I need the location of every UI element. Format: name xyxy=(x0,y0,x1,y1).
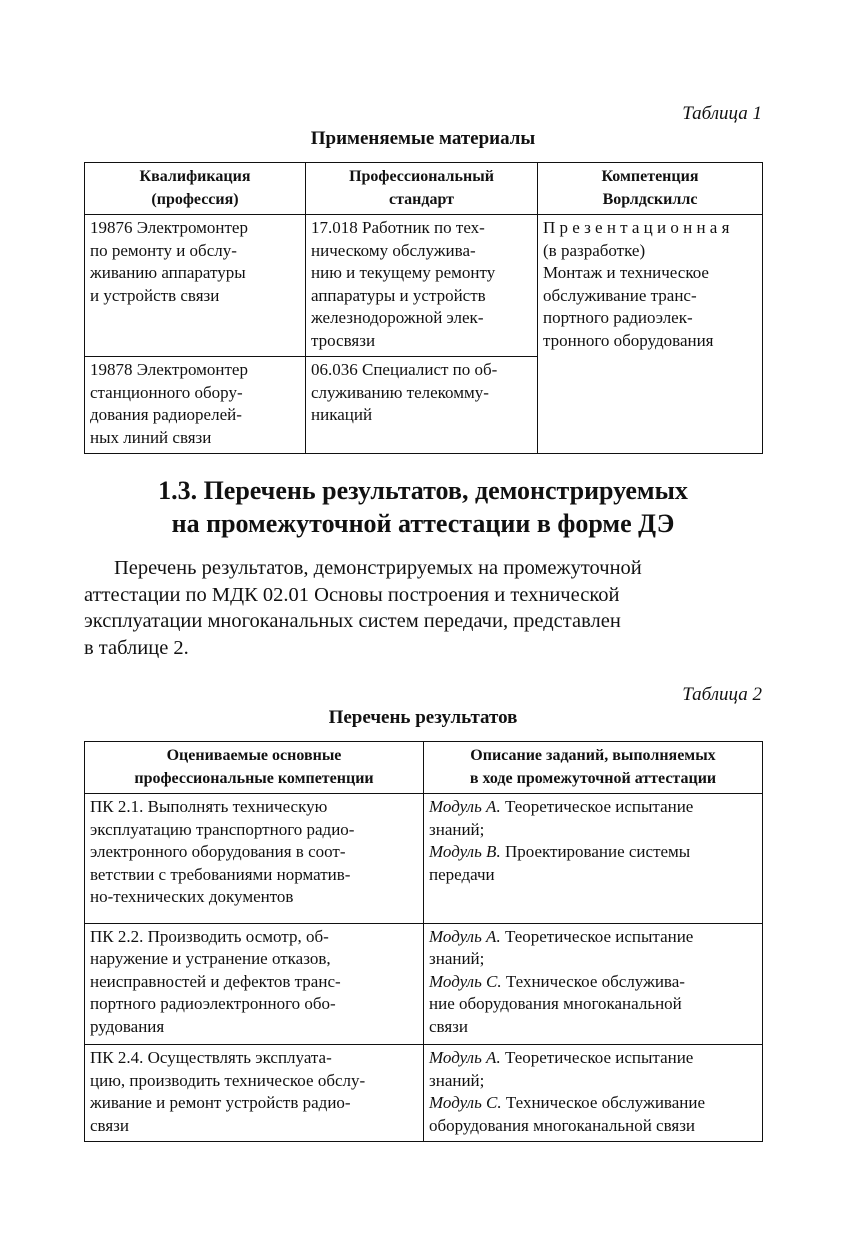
text-line: аппаратуры и устройств xyxy=(311,285,486,305)
text-line: 17.018 Работник по тех- xyxy=(311,218,485,237)
text-line: ных линий связи xyxy=(90,427,212,447)
results-table xyxy=(84,741,763,1142)
section-heading xyxy=(84,474,762,540)
table-header-row xyxy=(85,742,763,794)
text-line: связи xyxy=(429,1016,468,1036)
text-line: цию, производить техническое обслу- xyxy=(90,1070,366,1090)
module-label: Модуль С. xyxy=(429,971,502,991)
text-line: живанию аппаратуры xyxy=(90,263,246,282)
cell-standard xyxy=(306,215,538,357)
text-line: знаний; xyxy=(429,1070,485,1090)
table2-title: Перечень результатов xyxy=(328,707,518,728)
text-line xyxy=(429,796,757,819)
header-line: (профессия) xyxy=(151,191,239,208)
text-line: электронного оборудования в соот- xyxy=(90,842,346,861)
text-line: и устройств связи xyxy=(90,285,220,305)
text-line: ветствии с требованиями норматив- xyxy=(90,864,351,884)
cell-task xyxy=(424,1045,763,1142)
text-line: дования радиорелей- xyxy=(90,405,242,424)
cell-competency xyxy=(85,1045,424,1142)
body-paragraph xyxy=(84,555,762,661)
text-line: П р е з е н т а ц и о н н а я xyxy=(543,218,730,237)
header-prof-standard xyxy=(306,163,538,215)
module-text: Теоретическое испытание xyxy=(500,1048,694,1067)
header-qualification xyxy=(85,163,306,215)
text-line xyxy=(429,1092,757,1115)
header-worldskills xyxy=(538,163,763,215)
text-line: Перечень результатов, демонстрируемых на промежуточной xyxy=(114,557,642,579)
text-line: наружение и устранение отказов, xyxy=(90,949,331,968)
cell-task xyxy=(424,923,763,1045)
text-line xyxy=(429,841,757,864)
text-line: передачи xyxy=(429,864,495,884)
text-line: (в разработке) xyxy=(543,240,646,260)
module-label: Модуль А. xyxy=(429,1048,501,1067)
header-line: Описание заданий, выполняемых xyxy=(470,747,716,764)
text-line: обслуживание транс- xyxy=(543,285,697,305)
text-line: 19876 Электромонтер xyxy=(90,218,248,237)
table2-label: Таблица 2 xyxy=(682,684,762,705)
module-label: Модуль С. xyxy=(429,1093,502,1112)
header-competencies xyxy=(85,742,424,794)
header-line: в ходе промежуточной аттестации xyxy=(469,770,717,787)
materials-table xyxy=(84,162,763,454)
text-line: служиванию телекомму- xyxy=(311,382,489,402)
text-line: ническому обслужива- xyxy=(311,240,476,260)
text-line: портного радиоэлектронного обо- xyxy=(90,994,336,1013)
heading-line: 1.3. Перечень результатов, демонстрируемых xyxy=(158,476,688,505)
module-label: Модуль В. xyxy=(429,842,501,861)
header-line: Профессиональный xyxy=(349,168,494,185)
text-line: нию и текущему ремонту xyxy=(311,263,496,282)
module-label: Модуль А. xyxy=(429,926,501,946)
text-line: неисправностей и дефектов транс- xyxy=(90,971,341,991)
module-label: Модуль А. xyxy=(429,797,501,816)
module-text: Техническое обслужива- xyxy=(501,971,685,991)
cell-competency xyxy=(85,923,424,1045)
text-line: аттестации по МДК 02.01 Основы построения и технической xyxy=(84,583,620,606)
text-line: ние оборудования многоканальной xyxy=(429,994,682,1013)
text-line: рудования xyxy=(90,1016,165,1036)
text-line: Монтаж и техническое xyxy=(543,263,709,282)
module-text: Теоретическое испытание xyxy=(500,797,694,816)
document-page xyxy=(84,0,762,1142)
cell-qualification xyxy=(85,215,306,357)
text-line: 19878 Электромонтер xyxy=(90,360,248,379)
cell-qualification xyxy=(85,357,306,454)
text-line: живание и ремонт устройств радио- xyxy=(90,1093,351,1112)
text-line: железнодорожной элек- xyxy=(311,308,484,327)
text-line: по ремонту и обслу- xyxy=(90,240,237,260)
text-line: эксплуатацию транспортного радио- xyxy=(90,819,355,839)
text-line: ПК 2.1. Выполнять техническую xyxy=(90,797,328,816)
text-line: связи xyxy=(90,1115,129,1135)
table1-label: Таблица 1 xyxy=(682,103,762,124)
header-line: профессиональные компетенции xyxy=(134,770,374,787)
table-row xyxy=(85,1045,763,1142)
text-line: в таблице 2. xyxy=(84,636,189,659)
text-line: тросвязи xyxy=(311,330,376,350)
text-line: оборудования многоканальной связи xyxy=(429,1115,696,1135)
text-line: ПК 2.4. Осуществлять эксплуата- xyxy=(90,1048,332,1067)
table-row xyxy=(85,215,763,357)
text-line: ПК 2.2. Производить осмотр, об- xyxy=(90,926,329,946)
heading-line: на промежуточной аттестации в форме ДЭ xyxy=(171,509,675,538)
table-row xyxy=(85,794,763,924)
text-line: но-технических документов xyxy=(90,887,294,906)
header-line: Ворлдскиллс xyxy=(602,191,698,208)
text-line xyxy=(429,1047,757,1070)
text-line: 06.036 Специалист по об- xyxy=(311,360,498,379)
cell-task xyxy=(424,794,763,924)
text-line: знаний; xyxy=(429,949,485,968)
table1-title: Применяемые материалы xyxy=(310,128,536,149)
module-text: Техническое обслуживание xyxy=(501,1093,706,1112)
cell-competence xyxy=(538,215,763,454)
text-line xyxy=(429,926,757,949)
header-line: Компетенция xyxy=(601,168,699,185)
header-tasks xyxy=(424,742,763,794)
text-line: знаний; xyxy=(429,819,485,839)
header-line: Квалификация xyxy=(139,168,251,185)
module-text: Теоретическое испытание xyxy=(500,926,694,946)
table-row xyxy=(85,923,763,1045)
text-line: портного радиоэлек- xyxy=(543,308,693,327)
header-line: стандарт xyxy=(388,191,454,208)
module-text: Проектирование системы xyxy=(500,842,691,861)
header-line: Оцениваемые основные xyxy=(166,747,342,764)
text-line: эксплуатации многоканальных систем передачи, представлен xyxy=(84,610,621,632)
text-line xyxy=(429,971,757,994)
table-header-row xyxy=(85,163,763,215)
text-line: никаций xyxy=(311,405,373,424)
cell-competency xyxy=(85,794,424,924)
cell-standard xyxy=(306,357,538,454)
text-line: станционного обору- xyxy=(90,382,243,402)
text-line: тронного оборудования xyxy=(543,330,714,350)
